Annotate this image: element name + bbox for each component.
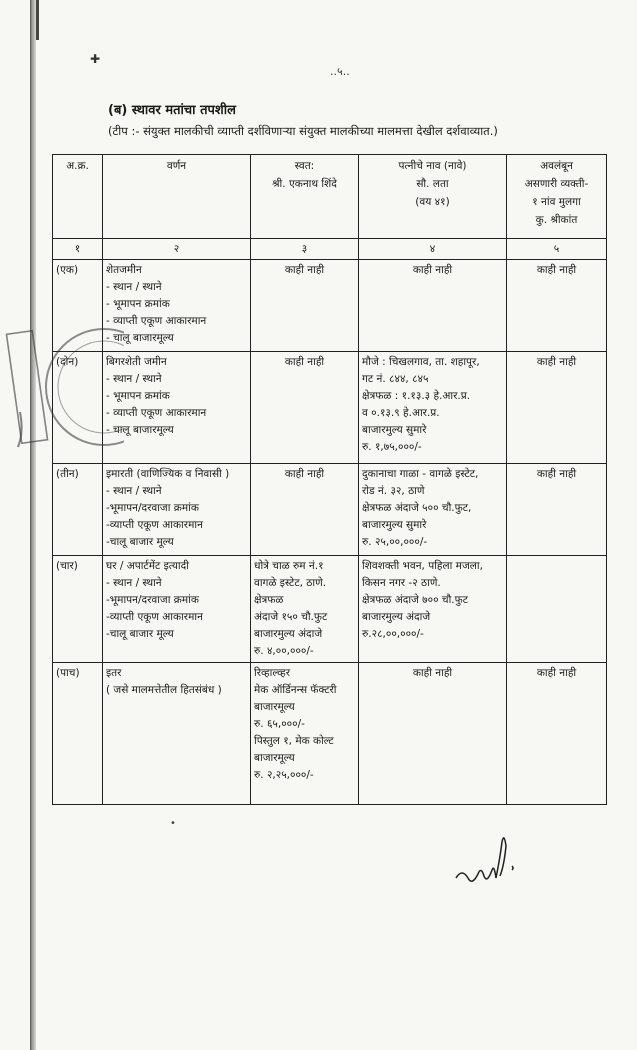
cell-line: बाजारमुल्य अंदाजे bbox=[362, 611, 431, 623]
column-number-row bbox=[53, 239, 607, 260]
row-spouse-value bbox=[359, 260, 507, 352]
cell-line: रु. १,७५,०००/- bbox=[362, 441, 422, 453]
table-row bbox=[53, 556, 607, 663]
stray-pen-dot: • bbox=[170, 818, 176, 829]
row-dependent-value bbox=[507, 260, 607, 352]
cell-line: काही नाही bbox=[536, 667, 577, 679]
cell-line: क्षेत्रफळ : १.१३.३ हे.आर.प्र. bbox=[362, 390, 471, 402]
cell-line: क्षेत्रफळ अंदाजे ५०० चौ.फुट, bbox=[362, 502, 472, 514]
cell-line: किसन नगर -२ ठाणे. bbox=[362, 577, 441, 589]
row-description bbox=[103, 260, 251, 352]
cell-line: - चालू बाजारमूल्य bbox=[106, 332, 174, 344]
row-dependent-value bbox=[507, 464, 607, 556]
section-note: (टीप :- संयुक्त मालकीची व्याप्ती दर्शविणाऱ्या संयुक्त मालकीच्या मालमत्ता देखील दर्शवाव्यात.) bbox=[108, 124, 498, 138]
cell-line: बाजारमुल्य अंदाजे bbox=[254, 628, 323, 640]
table-row bbox=[53, 663, 607, 805]
header-serial: अ.क्र. bbox=[53, 155, 103, 239]
immovable-assets-table bbox=[52, 154, 607, 805]
cell-line: रु. २,२५,०००/- bbox=[254, 769, 314, 781]
row-spouse-value bbox=[359, 556, 507, 663]
table-row bbox=[53, 464, 607, 556]
cell-line: वागळे इस्टेट, ठाणे. bbox=[254, 577, 327, 589]
cell-line: - स्थान / स्थाने bbox=[106, 577, 162, 589]
cell-line: शिवशक्ती भवन, पहिला मजला, bbox=[362, 560, 483, 572]
cell-line: -चालू बाजार मूल्य bbox=[106, 536, 174, 548]
row-spouse-value bbox=[359, 663, 507, 805]
cell-line: - व्याप्ती एकूण आकारमान bbox=[106, 407, 207, 419]
cell-line: - भूमापन क्रमांक bbox=[106, 390, 170, 402]
header-self: स्वत: श्री. एकनाथ शिंदे bbox=[251, 155, 359, 239]
cell-line: इतर bbox=[106, 667, 122, 679]
cell-line: रु.२८,००,०००/- bbox=[362, 628, 424, 640]
cell-line: - व्याप्ती एकूण आकारमान bbox=[106, 315, 207, 327]
cell-line: घर / अपार्टमेंट इत्यादी bbox=[106, 560, 189, 572]
cell-line: - स्थान / स्थाने bbox=[106, 281, 162, 293]
row-spouse-value bbox=[359, 352, 507, 464]
row-serial: (एक) bbox=[53, 260, 103, 352]
row-self-value bbox=[251, 352, 359, 464]
cell-line: बाजारमूल्य bbox=[254, 701, 295, 713]
cell-line: बाजारमुल्य सुमारे bbox=[362, 424, 427, 436]
row-serial: (तीन) bbox=[53, 464, 103, 556]
cell-line: इमारती (वाणिज्यिक व निवासी ) bbox=[106, 468, 230, 480]
row-self-value bbox=[251, 663, 359, 805]
scan-edge-mark bbox=[36, 0, 39, 40]
column-number: १ bbox=[53, 239, 103, 260]
cell-line: - स्थान / स्थाने bbox=[106, 373, 162, 385]
page-number: ..५.. bbox=[330, 65, 350, 78]
cell-line: - भूमापन क्रमांक bbox=[106, 298, 170, 310]
column-number: ४ bbox=[359, 239, 507, 260]
row-serial: (चार) bbox=[53, 556, 103, 663]
cell-line: दुकानाचा गाळा - वागळे इस्टेट, bbox=[362, 468, 479, 480]
row-description bbox=[103, 556, 251, 663]
row-description bbox=[103, 352, 251, 464]
cell-line: बाजारमुल्य सुमारे bbox=[362, 519, 427, 531]
row-serial: (दोन) bbox=[53, 352, 103, 464]
cell-line: पिस्तुल १, मेक कोल्ट bbox=[254, 735, 334, 747]
row-dependent-value bbox=[507, 352, 607, 464]
cell-line: -चालू बाजार मूल्य bbox=[106, 628, 174, 640]
cell-line: काही नाही bbox=[536, 356, 577, 368]
cell-line: काही नाही bbox=[284, 356, 325, 368]
cell-line: अंदाजे १५० चौ.फुट bbox=[254, 611, 328, 623]
cell-line: -भूमापन/दरवाजा क्रमांक bbox=[106, 594, 199, 606]
row-dependent-value bbox=[507, 556, 607, 663]
row-spouse-value bbox=[359, 464, 507, 556]
table-header-row bbox=[53, 155, 607, 239]
cell-line: काही नाही bbox=[284, 468, 325, 480]
table-row bbox=[53, 260, 607, 352]
cell-line: -व्याप्ती एकूण आकारमान bbox=[106, 519, 203, 531]
cell-line: बाजारमूल्य bbox=[254, 752, 295, 764]
row-self-value bbox=[251, 464, 359, 556]
row-self-value bbox=[251, 556, 359, 663]
stray-pen-mark: ✚ bbox=[90, 52, 101, 66]
cell-line: रु. ६५,०००/- bbox=[254, 718, 305, 730]
column-number: ५ bbox=[507, 239, 607, 260]
cell-line: काही नाही bbox=[412, 264, 453, 276]
cell-line: शेतजमीन bbox=[106, 264, 142, 276]
header-description: वर्णन bbox=[103, 155, 251, 239]
row-serial: (पाच) bbox=[53, 663, 103, 805]
cell-line: - स्थान / स्थाने bbox=[106, 485, 162, 497]
cell-line: रिव्हाल्व्हर bbox=[254, 667, 290, 679]
row-description bbox=[103, 663, 251, 805]
cell-line: रु. ४,००,०००/- bbox=[254, 645, 314, 657]
cell-line: गट नं. ८४४, ८४५ bbox=[362, 373, 429, 385]
cell-line: ( जसे मालमत्तेतील हितसंबंध ) bbox=[106, 684, 222, 696]
cell-line: रु. २५,००,०००/- bbox=[362, 536, 428, 548]
row-self-value bbox=[251, 260, 359, 352]
header-dependent: अवलंबून असणारी व्यक्ती- १ नांव मुलगा कु. श्रीकांत bbox=[507, 155, 607, 239]
cell-line: -भूमापन/दरवाजा क्रमांक bbox=[106, 502, 199, 514]
cell-line: व ०.१३.९ हे.आर.प्र. bbox=[362, 407, 440, 419]
column-number: २ bbox=[103, 239, 251, 260]
cell-line: क्षेत्रफळ अंदाजे ७०० चौ.फुट bbox=[362, 594, 469, 606]
cell-line: -व्याप्ती एकूण आकारमान bbox=[106, 611, 203, 623]
table-row bbox=[53, 352, 607, 464]
cell-line: बिगरशेती जमीन bbox=[106, 356, 167, 368]
section-heading: (ब) स्थावर मतांचा तपशील bbox=[108, 103, 236, 118]
scan-edge-shadow bbox=[30, 0, 36, 1050]
column-number: ३ bbox=[251, 239, 359, 260]
row-description bbox=[103, 464, 251, 556]
row-dependent-value bbox=[507, 663, 607, 805]
header-spouse: पत्नीचे नाव (नावे) सौ. लता (वय ४१) bbox=[359, 155, 507, 239]
signature-image bbox=[448, 826, 528, 896]
cell-line: काही नाही bbox=[536, 264, 577, 276]
cell-line: मौजे : चिखलगाव, ता. शहापूर, bbox=[362, 356, 480, 368]
cell-line: रोड नं. ३२, ठाणे bbox=[362, 485, 425, 497]
cell-line: काही नाही bbox=[412, 667, 453, 679]
cell-line: - चालू बाजारमूल्य bbox=[106, 424, 174, 436]
cell-line: मेक ऑर्डिनन्स फॅक्टरी bbox=[254, 684, 337, 696]
cell-line: काही नाही bbox=[284, 264, 325, 276]
cell-line: काही नाही bbox=[536, 468, 577, 480]
cell-line: क्षेत्रफळ bbox=[254, 594, 284, 606]
cell-line: धोत्रे चाळ रुम नं.१ bbox=[254, 560, 324, 572]
